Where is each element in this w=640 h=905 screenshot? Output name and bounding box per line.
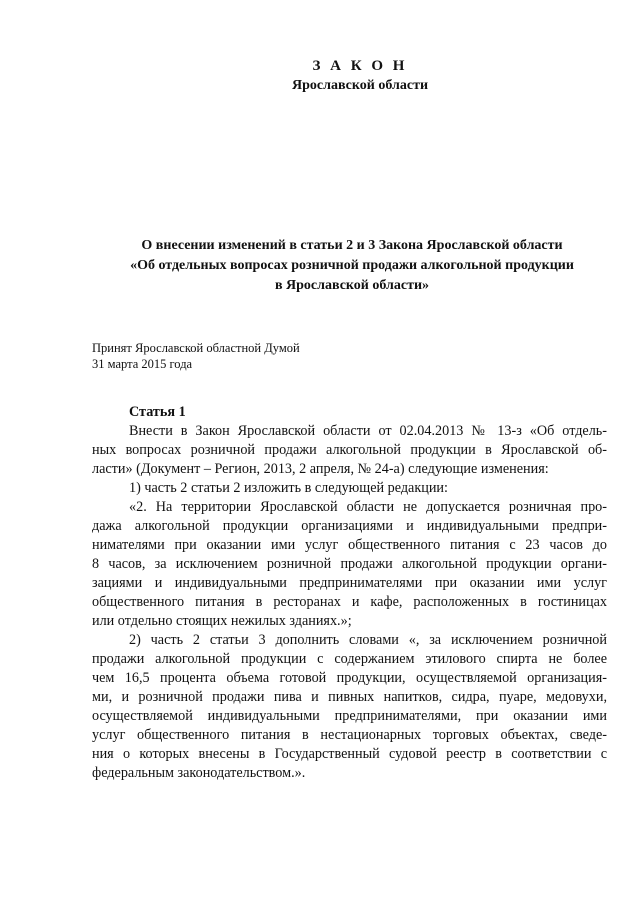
- article-text-line: 1) часть 2 статьи 2 изложить в следующей редакции:: [129, 480, 448, 496]
- article-text-line: «2. На территории Ярославской области не допускается розничная про-: [129, 499, 607, 515]
- region-heading: Ярославской области: [291, 78, 429, 93]
- article-text-line: ласти» (Документ – Регион, 2013, 2 апреля, № 24-а) следующие изменения:: [92, 461, 549, 477]
- law-title-line: «Об отдельных вопросах розничной продажи алкогольной продукции: [130, 258, 574, 273]
- article-text-line: ми, и розничной продажи пива и пивных напитков, сидра, пуаре, медовухи,: [92, 689, 607, 705]
- article-text-line: нимателями при оказании ими услуг общественного питания с 23 часов до: [92, 537, 607, 553]
- article-text-line: осуществляемой индивидуальными предпринимателями, при оказании ими: [92, 708, 607, 724]
- article-text-line: федеральным законодательством.».: [92, 765, 306, 781]
- article-text-line: услуг общественного питания в нестационарных торговых объектах, сведе-: [92, 727, 607, 743]
- article-text-line: продажи алкогольной продукции с содержанием этилового спирта не более: [92, 651, 607, 667]
- article-text-line: общественного питания в ресторанах и кафе, расположенных в гостиницах: [92, 594, 607, 610]
- law-title-line: в Ярославской области»: [274, 278, 430, 293]
- article-1: [92, 403, 607, 783]
- adoption-note: [92, 340, 300, 372]
- law-title-line: О внесении изменений в статьи 2 и 3 Закона Ярославской области: [141, 238, 563, 253]
- adoption-date: 31 марта 2015 года: [92, 357, 193, 371]
- article-text-line: ния о которых внесены в Государственный судовой реестр в соответствии с: [92, 746, 607, 762]
- article-text-line: зациями и индивидуальными предпринимателями при оказании ими услуг: [92, 575, 607, 591]
- law-heading: З А К О Н: [312, 58, 408, 74]
- article-heading: Статья 1: [129, 404, 186, 420]
- law-title: [92, 236, 612, 296]
- article-text-line: 8 часов, за исключением розничной продажи алкогольной продукции органи-: [92, 556, 607, 572]
- article-text-line: ных вопросах розничной продажи алкогольной продукции в Ярославской об-: [92, 442, 607, 458]
- adoption-body: Принят Ярославской областной Думой: [92, 341, 300, 355]
- article-text-line: или отдельно стоящих нежилых зданиях.»;: [92, 613, 352, 629]
- article-text-line: чем 16,5 процента объема готовой продукции, осуществляемой организация-: [92, 670, 607, 686]
- article-text-line: дажа алкогольной продукции организациями и индивидуальными предпри-: [92, 518, 607, 534]
- article-text-line: Внести в Закон Ярославской области от 02.04.2013 № 13-з «Об отдель-: [129, 423, 607, 439]
- article-text-line: 2) часть 2 статьи 3 дополнить словами «, за исключением розничной: [129, 632, 607, 648]
